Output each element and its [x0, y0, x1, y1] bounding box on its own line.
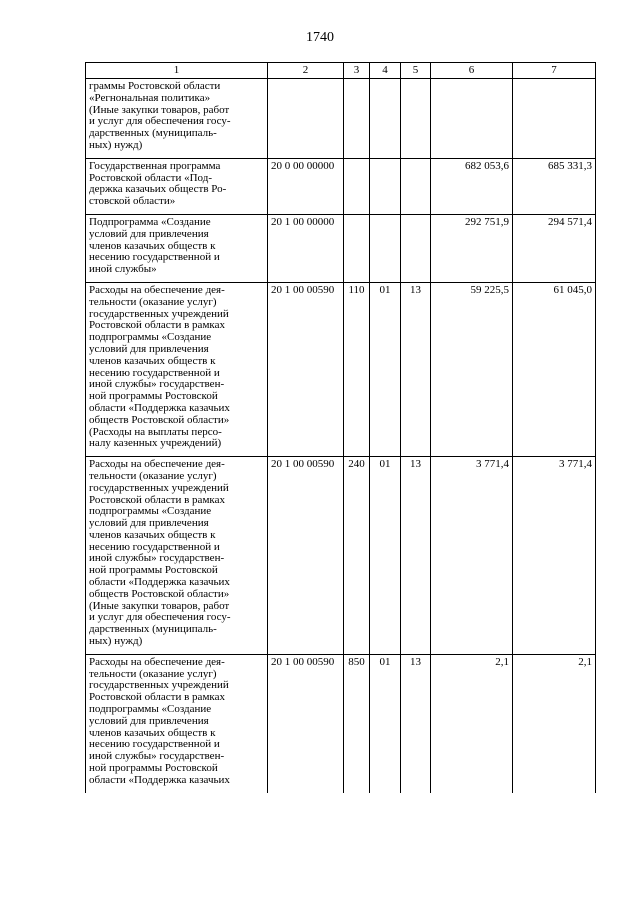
expense-type-code: 240 [344, 457, 370, 655]
expense-type-code: 110 [344, 282, 370, 456]
column-header-3: 3 [344, 63, 370, 79]
description-line: иной службы» [89, 263, 157, 276]
description-line: условий для привлечения [89, 517, 209, 530]
table-row [86, 282, 596, 456]
section-code: 01 [370, 282, 401, 456]
description-line: обществ Ростовской области» [89, 413, 230, 426]
description-line: и услуг для обеспечения госу- [89, 611, 231, 624]
description-line: ных) нужд) [89, 138, 143, 151]
description-line: Ростовской области в рамках [89, 493, 225, 506]
description-line: стовской области» [89, 195, 176, 208]
description-line: налу казенных учреждений) [89, 437, 222, 450]
description-line: членов казачьих обществ к [89, 239, 216, 252]
row-description [86, 158, 268, 214]
table-row [86, 654, 596, 792]
section-code: 01 [370, 654, 401, 792]
row-description [86, 79, 268, 159]
description-line: ной программы Ростовской [89, 762, 218, 775]
description-line: (Иные закупки товаров, работ [89, 599, 230, 612]
description-line: условий для привлечения [89, 342, 209, 355]
column-header-1: 1 [86, 63, 268, 79]
subsection-code [401, 79, 431, 159]
description-line: дарственных (муниципаль- [89, 623, 217, 636]
amount-col6 [431, 79, 513, 159]
description-line: членов казачьих обществ к [89, 354, 216, 367]
expense-type-code [344, 214, 370, 282]
description-line: дарственных (муниципаль- [89, 127, 217, 140]
description-line: тельности (оказание услуг) [89, 469, 217, 482]
description-line: Расходы на обеспечение дея- [89, 458, 225, 471]
budget-table [85, 62, 596, 793]
description-line: Расходы на обеспечение дея- [89, 655, 225, 668]
description-line: государственных учреждений [89, 481, 229, 494]
description-line: ной программы Ростовской [89, 564, 218, 577]
amount-col7: 294 571,4 [513, 214, 596, 282]
column-header-4: 4 [370, 63, 401, 79]
description-line: Ростовской области «Под- [89, 171, 213, 184]
column-header-7: 7 [513, 63, 596, 79]
subsection-code: 13 [401, 654, 431, 792]
description-line: подпрограммы «Создание [89, 703, 212, 716]
target-article-code: 20 1 00 00590 [268, 282, 344, 456]
table-row [86, 214, 596, 282]
description-line: государственных учреждений [89, 307, 229, 320]
description-line: несению государственной и [89, 251, 220, 264]
table-body [86, 79, 596, 793]
description-line: Подпрограмма «Создание [89, 215, 211, 228]
section-code [370, 158, 401, 214]
target-article-code: 20 1 00 00590 [268, 457, 344, 655]
description-line: тельности (оказание услуг) [89, 667, 217, 680]
description-line: держка казачьих обществ Ро- [89, 183, 227, 196]
expense-type-code [344, 79, 370, 159]
row-description [86, 654, 268, 792]
amount-col7 [513, 79, 596, 159]
description-line: граммы Ростовской области [89, 80, 221, 92]
description-line: Расходы на обеспечение дея- [89, 283, 225, 296]
description-line: несению государственной и [89, 738, 220, 751]
amount-col7: 3 771,4 [513, 457, 596, 655]
amount-col6: 3 771,4 [431, 457, 513, 655]
description-line: иной службы» государствен- [89, 552, 225, 565]
row-description [86, 214, 268, 282]
target-article-code: 20 0 00 00000 [268, 158, 344, 214]
description-line: членов казачьих обществ к [89, 726, 216, 739]
description-line: ных) нужд) [89, 635, 143, 648]
description-line: обществ Ростовской области» [89, 587, 230, 600]
subsection-code [401, 214, 431, 282]
description-line: условий для привлечения [89, 714, 209, 727]
section-code [370, 214, 401, 282]
description-line: (Иные закупки товаров, работ [89, 103, 230, 116]
table-header-row [86, 63, 596, 79]
description-line: и услуг для обеспечения госу- [89, 115, 231, 128]
row-description [86, 282, 268, 456]
description-line: ной программы Ростовской [89, 390, 218, 403]
column-header-5: 5 [401, 63, 431, 79]
description-line: (Расходы на выплаты персо- [89, 425, 222, 438]
page-number: 1740 [306, 30, 334, 45]
section-code [370, 79, 401, 159]
section-code: 01 [370, 457, 401, 655]
description-line: государственных учреждений [89, 679, 229, 692]
table-row [86, 158, 596, 214]
row-description [86, 457, 268, 655]
description-line: Ростовской области в рамках [89, 691, 225, 704]
description-line: иной службы» государствен- [89, 378, 225, 391]
subsection-code [401, 158, 431, 214]
target-article-code: 20 1 00 00590 [268, 654, 344, 792]
description-line: «Регнональная политика» [89, 91, 211, 104]
column-header-2: 2 [268, 63, 344, 79]
amount-col7: 685 331,3 [513, 158, 596, 214]
amount-col6: 2,1 [431, 654, 513, 792]
description-line: членов казачьих обществ к [89, 528, 216, 541]
amount-col7: 2,1 [513, 654, 596, 792]
table-row [86, 79, 596, 159]
description-line: несению государственной и [89, 540, 220, 553]
description-line: подпрограммы «Создание [89, 505, 212, 518]
description-line: условий для привлечения [89, 227, 209, 240]
amount-col6: 59 225,5 [431, 282, 513, 456]
description-line: подпрограммы «Создание [89, 331, 212, 344]
description-line: тельности (оказание услуг) [89, 295, 217, 308]
amount-col6: 682 053,6 [431, 158, 513, 214]
target-article-code [268, 79, 344, 159]
description-line: иной службы» государствен- [89, 750, 225, 763]
expense-type-code: 850 [344, 654, 370, 792]
expense-type-code [344, 158, 370, 214]
target-article-code: 20 1 00 00000 [268, 214, 344, 282]
description-line: Ростовской области в рамках [89, 319, 225, 332]
description-line: области «Поддержка казачьих [89, 773, 230, 786]
amount-col7: 61 045,0 [513, 282, 596, 456]
description-line: Государственная программа [89, 159, 221, 172]
description-line: несению государственной и [89, 366, 220, 379]
subsection-code: 13 [401, 457, 431, 655]
subsection-code: 13 [401, 282, 431, 456]
amount-col6: 292 751,9 [431, 214, 513, 282]
description-line: области «Поддержка казачьих [89, 401, 230, 414]
table-row [86, 457, 596, 655]
column-header-6: 6 [431, 63, 513, 79]
description-line: области «Поддержка казачьих [89, 576, 230, 589]
